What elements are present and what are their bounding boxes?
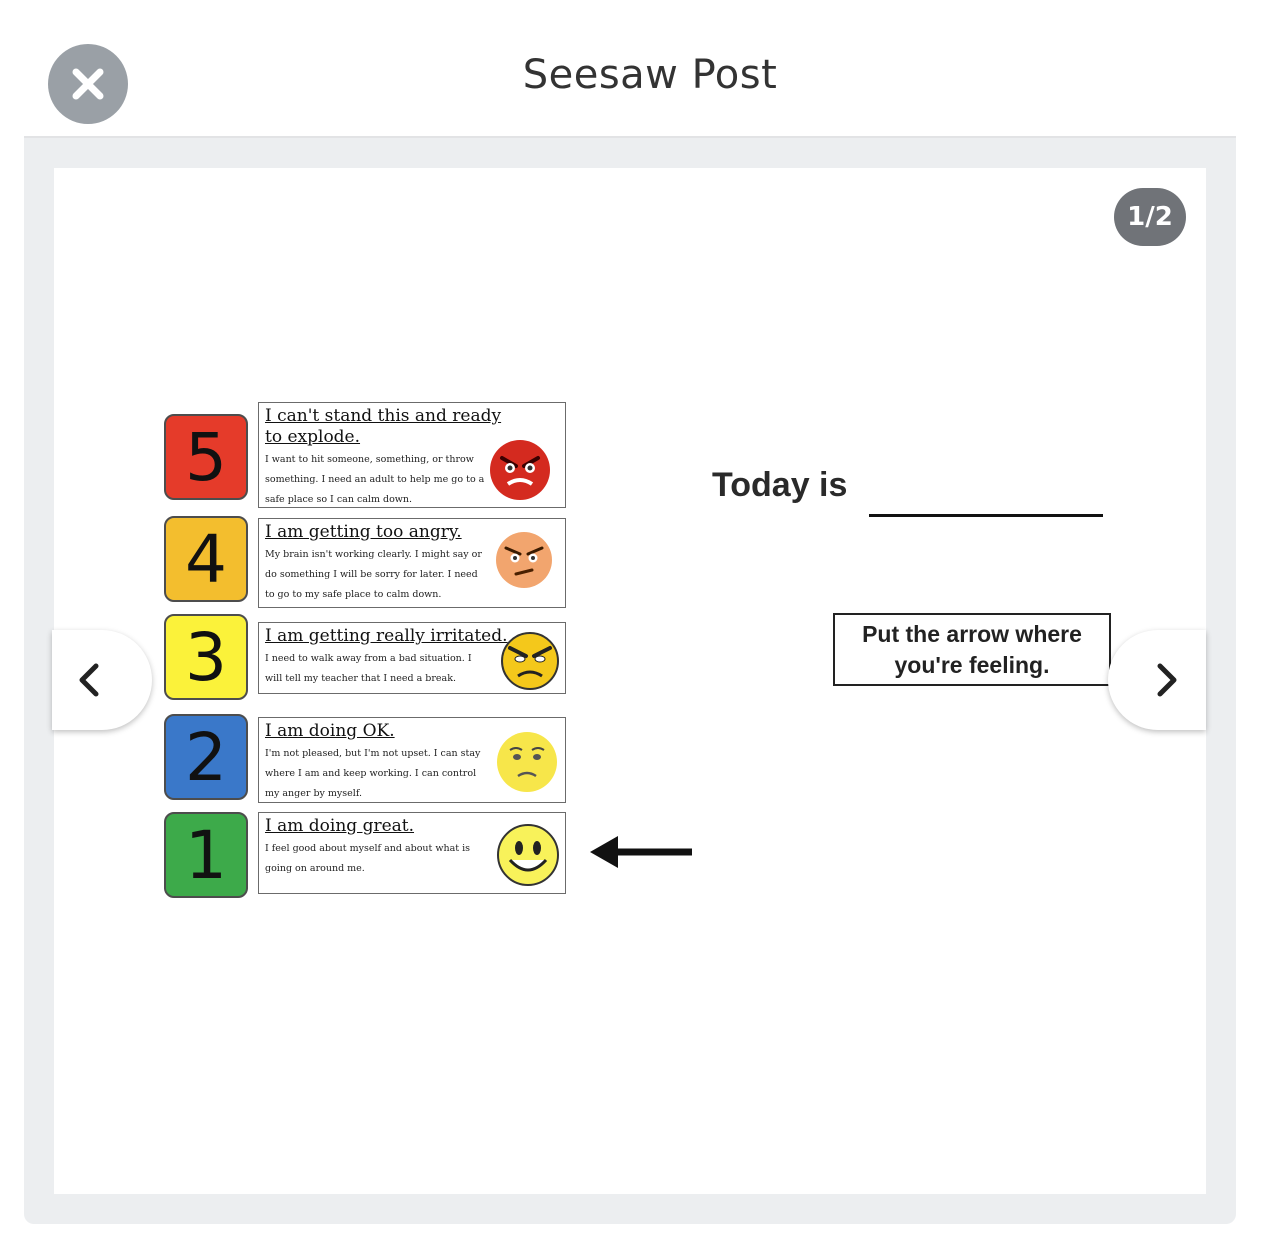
scale-row-4 bbox=[160, 516, 570, 608]
scale-row-2 bbox=[160, 714, 570, 806]
happy-face-icon bbox=[496, 822, 560, 888]
neutral-face-icon bbox=[494, 730, 560, 794]
scale-number-4: 4 bbox=[164, 516, 248, 602]
header bbox=[0, 0, 1266, 136]
today-blank-line bbox=[869, 514, 1103, 517]
angry-face-icon bbox=[494, 530, 554, 590]
scale-number-1: 1 bbox=[164, 812, 248, 898]
scale-number-3: 3 bbox=[164, 614, 248, 700]
previous-page-button[interactable] bbox=[52, 630, 152, 730]
feelings-scale bbox=[160, 400, 570, 904]
scale-number-5: 5 bbox=[164, 414, 248, 500]
scale-title-2: I am doing OK. bbox=[265, 721, 395, 741]
irritated-face-icon bbox=[498, 632, 562, 690]
scale-title-5: I can't stand this and ready to explode. bbox=[265, 406, 502, 447]
page-indicator: 1/2 bbox=[1114, 188, 1186, 246]
furious-face-icon bbox=[488, 438, 552, 502]
scale-title-4: I am getting too angry. bbox=[265, 522, 462, 542]
scale-description-5: I want to hit someone, something, or throw something. I need an adult to help me go to a safe place so I can calm down. bbox=[265, 454, 485, 505]
scale-title-1: I am doing great. bbox=[265, 816, 415, 836]
scale-row-5 bbox=[160, 400, 570, 505]
page-title: Seesaw Post bbox=[522, 52, 778, 98]
chevron-right-icon bbox=[1154, 662, 1180, 698]
scale-description-4: My brain isn't working clearly. I might say or do something I will be sorry for later. I need to go to my safe place to calm down. bbox=[265, 549, 482, 600]
feeling-arrow-icon[interactable] bbox=[588, 834, 694, 870]
today-label: Today is bbox=[712, 466, 848, 504]
instruction-box: Put the arrow where you're feeling. bbox=[833, 613, 1111, 686]
next-page-button[interactable] bbox=[1108, 630, 1206, 730]
scale-title-3: I am getting really irritated. bbox=[265, 626, 508, 646]
scale-row-3 bbox=[160, 614, 570, 706]
scale-description-2: I'm not pleased, but I'm not upset. I can stay where I am and keep working. I can control my anger by myself. bbox=[265, 748, 481, 799]
chevron-left-icon bbox=[76, 662, 102, 698]
scale-row-1 bbox=[160, 812, 570, 904]
scale-description-3: I need to walk away from a bad situation. I will tell my teacher that I need a break. bbox=[265, 653, 472, 684]
scale-description-1: I feel good about myself and about what is going on around me. bbox=[265, 843, 471, 874]
scale-number-2: 2 bbox=[164, 714, 248, 800]
